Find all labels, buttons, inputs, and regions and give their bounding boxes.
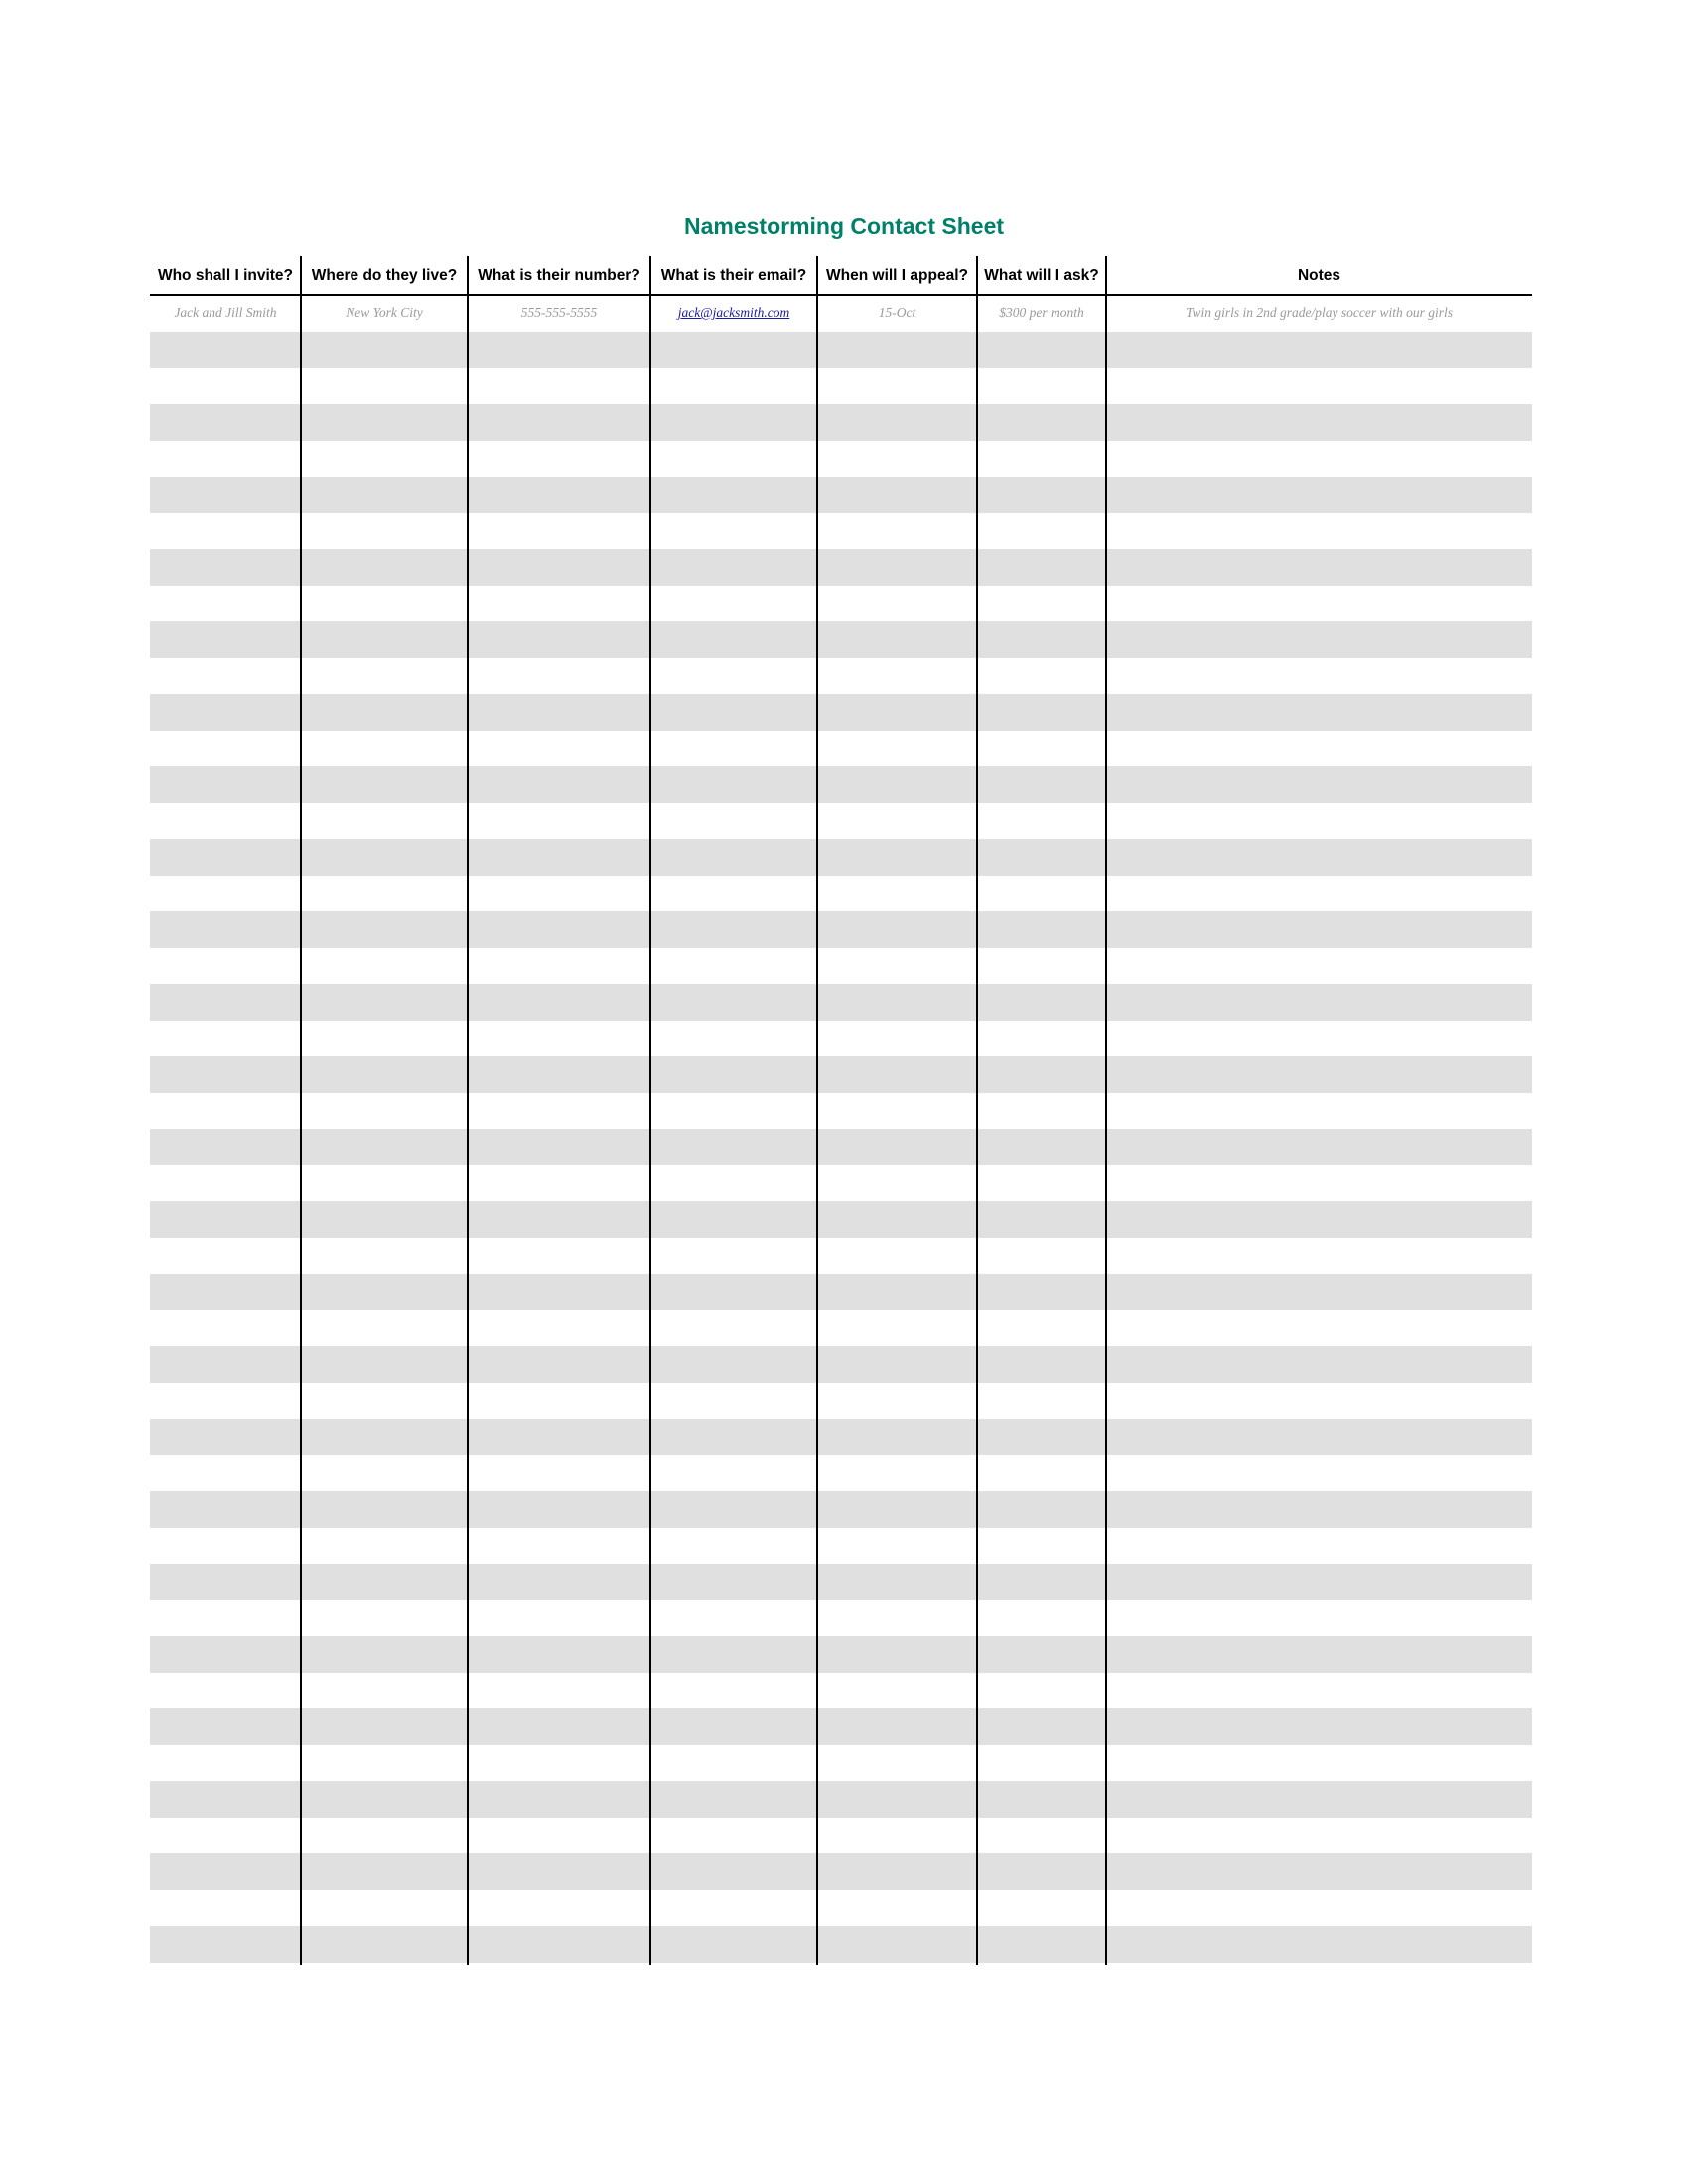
header-number: What is their number? xyxy=(478,267,640,284)
table-row[interactable] xyxy=(150,368,1532,405)
table-row[interactable] xyxy=(150,1238,1532,1275)
header-ask: What will I ask? xyxy=(984,267,1099,284)
table-row[interactable] xyxy=(150,1056,1532,1093)
table-row[interactable] xyxy=(150,1745,1532,1782)
table-row[interactable] xyxy=(150,1708,1532,1745)
header-where: Where do they live? xyxy=(311,267,458,284)
table-row[interactable] xyxy=(150,1564,1532,1600)
header-appeal: When will I appeal? xyxy=(826,267,968,284)
column-divider xyxy=(1105,256,1107,1965)
table-row[interactable] xyxy=(150,1781,1532,1818)
header-row xyxy=(150,256,1532,296)
example-email-link[interactable]: jack@jacksmith.com xyxy=(677,305,790,320)
table-row[interactable] xyxy=(150,839,1532,876)
table-row[interactable] xyxy=(150,731,1532,767)
table-row[interactable] xyxy=(150,1274,1532,1310)
example-name[interactable]: Jack and Jill Smith xyxy=(174,305,277,320)
table-row[interactable] xyxy=(150,1673,1532,1709)
table-row[interactable] xyxy=(150,1636,1532,1673)
table-row[interactable] xyxy=(150,1926,1532,1963)
table-row[interactable] xyxy=(150,948,1532,985)
table-row[interactable] xyxy=(150,586,1532,622)
table-row[interactable] xyxy=(150,404,1532,441)
table-row[interactable] xyxy=(150,1346,1532,1383)
table-row[interactable] xyxy=(150,1419,1532,1455)
table-row[interactable] xyxy=(150,1021,1532,1057)
header-notes: Notes xyxy=(1297,267,1341,284)
table-row[interactable] xyxy=(150,1383,1532,1420)
example-location[interactable]: New York City xyxy=(346,305,423,320)
table-row[interactable] xyxy=(150,1528,1532,1565)
table-row[interactable] xyxy=(150,1455,1532,1492)
table-row[interactable] xyxy=(150,1600,1532,1637)
table-row[interactable] xyxy=(150,477,1532,513)
table-row[interactable] xyxy=(150,1129,1532,1165)
table-row[interactable] xyxy=(150,911,1532,948)
table-row[interactable] xyxy=(150,984,1532,1021)
example-phone[interactable]: 555-555-5555 xyxy=(520,305,598,320)
column-divider xyxy=(976,256,978,1965)
table-row[interactable] xyxy=(150,1093,1532,1130)
table-row[interactable] xyxy=(150,513,1532,550)
column-divider xyxy=(467,256,469,1965)
table-row[interactable] xyxy=(150,766,1532,803)
table-row[interactable] xyxy=(150,441,1532,478)
table-row[interactable] xyxy=(150,332,1532,368)
example-appeal-date[interactable]: 15-Oct xyxy=(878,305,916,320)
table-row[interactable] xyxy=(150,658,1532,695)
table-row[interactable] xyxy=(150,1201,1532,1238)
table-row[interactable] xyxy=(150,1890,1532,1927)
table-row[interactable] xyxy=(150,549,1532,586)
header-email: What is their email? xyxy=(660,267,807,284)
table-row[interactable] xyxy=(150,876,1532,912)
column-divider xyxy=(300,256,302,1965)
table-row[interactable] xyxy=(150,621,1532,658)
table-row[interactable] xyxy=(150,1491,1532,1528)
table-row[interactable] xyxy=(150,694,1532,731)
header-who: Who shall I invite? xyxy=(157,267,294,284)
example-ask[interactable]: $300 per month xyxy=(999,305,1084,320)
table-row[interactable] xyxy=(150,1818,1532,1854)
table-row[interactable] xyxy=(150,1853,1532,1890)
example-notes[interactable]: Twin girls in 2nd grade/play soccer with our girls xyxy=(1185,305,1453,320)
table-row[interactable] xyxy=(150,1310,1532,1347)
contact-sheet-table xyxy=(150,256,1532,1965)
example-row xyxy=(150,296,1532,332)
column-divider xyxy=(649,256,651,1965)
table-row[interactable] xyxy=(150,803,1532,840)
table-row[interactable] xyxy=(150,1165,1532,1202)
column-divider xyxy=(816,256,818,1965)
page-title: Namestorming Contact Sheet xyxy=(683,213,1005,239)
